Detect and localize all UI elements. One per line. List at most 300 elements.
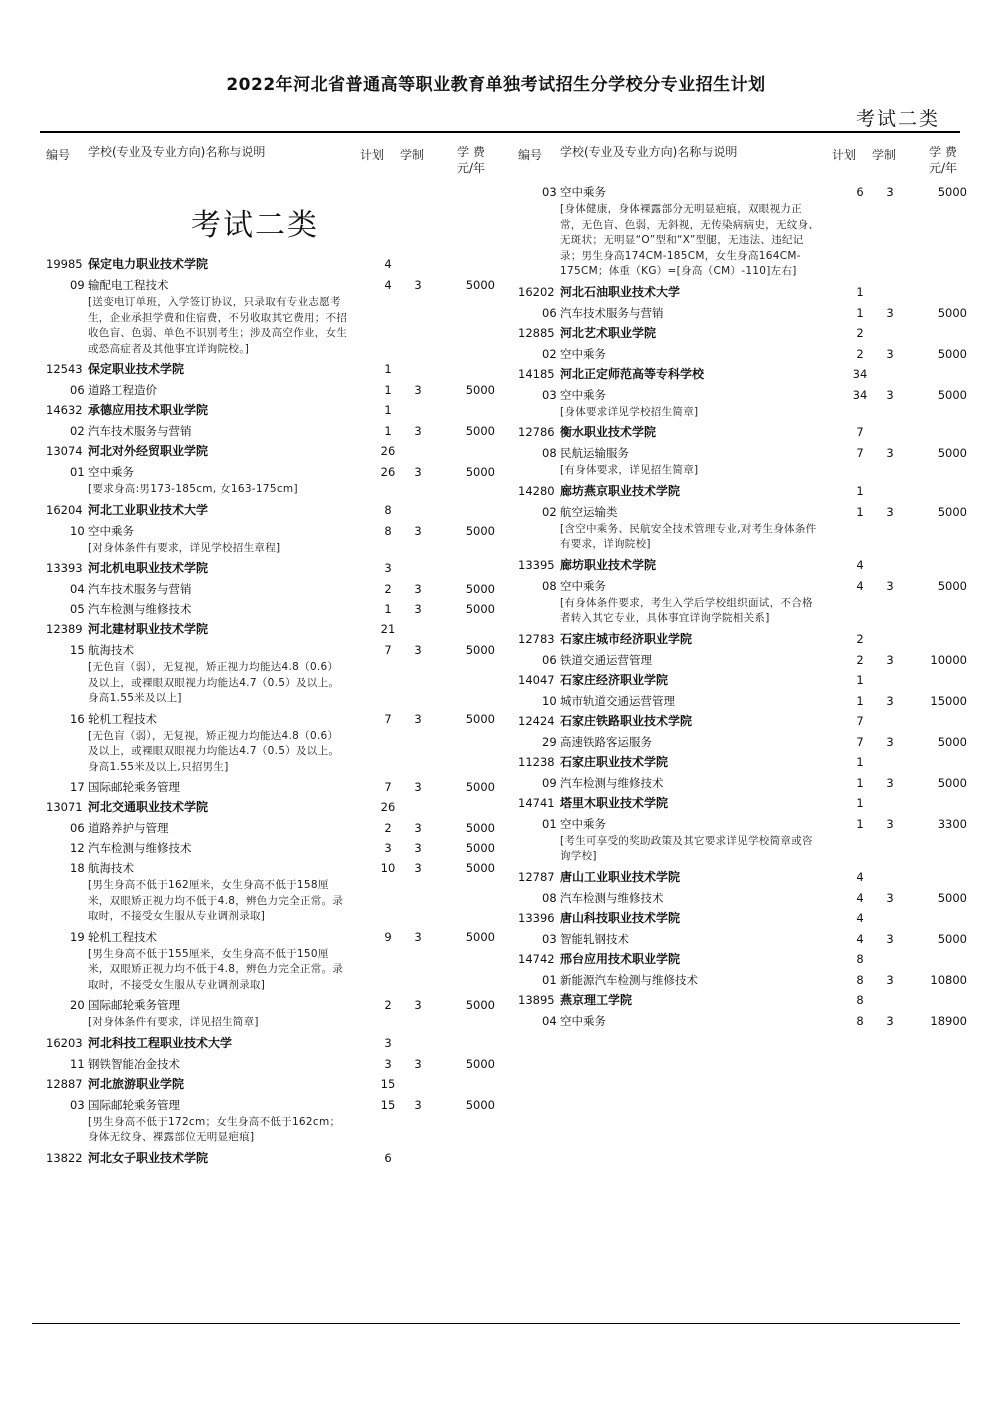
plan-count: 3 [384, 561, 392, 575]
major-code: 06 [542, 305, 557, 320]
study-years: 3 [414, 929, 422, 944]
major-name: 空中乘务 [560, 578, 606, 593]
tuition-fee: 5000 [465, 821, 495, 835]
major-name: 汽车技术服务与营销 [88, 582, 192, 596]
plan-count: 15 [380, 1097, 396, 1112]
school-name: 石家庄城市经济职业学院 [560, 631, 693, 646]
column-header [40, 142, 490, 182]
header-school: 学校(专业及专业方向)名称与说明 [560, 145, 738, 159]
major-name: 民航运输服务 [560, 446, 629, 460]
school-name: 河北机电职业技术学院 [88, 561, 209, 575]
plan-count: 1 [856, 305, 864, 320]
school-row [512, 949, 962, 970]
school-row [40, 359, 490, 380]
school-name: 塔里木职业技术学院 [560, 795, 669, 810]
plan-count: 1 [856, 483, 864, 498]
major-row [512, 576, 967, 629]
plan-count: 9 [384, 929, 392, 944]
major-code: 08 [542, 890, 557, 905]
major-row [512, 385, 967, 423]
school-code: 12786 [518, 425, 555, 439]
study-years: 3 [886, 305, 894, 320]
major-code: 04 [542, 1013, 557, 1028]
school-name: 廊坊职业技术学院 [560, 557, 657, 572]
tuition-fee: 5000 [465, 711, 495, 726]
study-years: 3 [886, 693, 894, 708]
major-code: 19 [70, 929, 85, 944]
study-years: 3 [886, 504, 894, 519]
plan-count: 1 [384, 383, 392, 397]
major-name: 道路工程造价 [88, 383, 157, 397]
school-code: 12787 [518, 869, 555, 884]
major-code: 12 [70, 841, 85, 855]
school-name: 承德应用技术职业学院 [88, 403, 209, 417]
school-row [40, 500, 490, 521]
major-name: 航海技术 [88, 861, 134, 875]
study-years: 3 [886, 816, 894, 831]
header-fee: 学 费元/年 [928, 145, 958, 175]
tuition-fee: 5000 [465, 383, 495, 397]
major-name: 国际邮轮乘务管理 [88, 1097, 180, 1112]
study-years: 3 [414, 424, 422, 438]
major-note: [有身体要求，详见招生简章] [560, 464, 699, 476]
school-code: 12885 [518, 325, 555, 340]
major-name: 汽车检测与维修技术 [88, 841, 192, 855]
study-years: 3 [886, 1013, 894, 1028]
major-name: 空中乘务 [560, 387, 606, 402]
study-years: 3 [886, 578, 894, 593]
major-code: 16 [70, 711, 85, 726]
school-row [512, 670, 962, 691]
major-code: 06 [70, 383, 85, 397]
plan-count: 7 [384, 643, 392, 657]
study-years: 3 [414, 602, 422, 616]
study-years: 3 [886, 972, 894, 987]
major-name: 空中乘务 [560, 816, 606, 831]
plan-count: 34 [852, 366, 868, 381]
school-row [512, 908, 962, 929]
plan-count: 15 [380, 1076, 396, 1091]
major-row [40, 818, 495, 838]
plan-count: 26 [380, 465, 396, 479]
study-years: 3 [886, 346, 894, 361]
school-name: 唐山科技职业技术学院 [560, 910, 681, 925]
major-row [40, 709, 495, 778]
plan-count: 7 [856, 734, 864, 749]
school-row [512, 793, 962, 814]
plan-count: 8 [384, 502, 392, 517]
plan-count: 4 [856, 890, 864, 905]
school-row [40, 1148, 490, 1169]
school-code: 11238 [518, 754, 555, 769]
tuition-fee: 5000 [937, 578, 967, 593]
major-name: 航海技术 [88, 643, 134, 657]
tuition-fee: 5000 [465, 643, 495, 657]
study-years: 3 [886, 652, 894, 667]
tuition-fee: 5000 [465, 582, 495, 596]
plan-count: 2 [856, 652, 864, 667]
plan-count: 4 [856, 578, 864, 593]
tuition-fee: 5000 [937, 446, 967, 460]
major-name: 汽车技术服务与营销 [560, 305, 664, 320]
tuition-fee: 5000 [937, 775, 967, 790]
plan-count: 2 [856, 631, 864, 646]
major-code: 04 [70, 582, 85, 596]
major-row [512, 182, 967, 282]
plan-count: 4 [384, 278, 392, 292]
header-plan: 计划 [360, 148, 385, 162]
school-code: 16202 [518, 284, 555, 299]
school-code: 14741 [518, 795, 555, 810]
major-note: [有身体条件要求，考生入学后学校组织面试，不合格者转入其它专业，具体事宜详询学院相关系] [560, 596, 813, 624]
school-row [40, 619, 490, 640]
school-row [40, 1074, 490, 1095]
school-code: 12887 [46, 1076, 83, 1091]
major-code: 09 [542, 775, 557, 790]
major-name: 汽车检测与维修技术 [560, 775, 664, 790]
major-row [512, 502, 967, 555]
major-note: [对身体条件有要求，详见招生简章] [88, 1016, 259, 1028]
study-years: 3 [414, 383, 422, 397]
plan-count: 7 [856, 713, 864, 728]
school-name: 保定电力职业技术学院 [88, 257, 209, 271]
major-name: 航空运输类 [560, 504, 618, 519]
study-years: 3 [414, 861, 422, 875]
major-row [40, 927, 495, 996]
major-code: 01 [542, 972, 557, 987]
major-row [512, 773, 967, 793]
plan-count: 1 [856, 284, 864, 299]
school-name: 石家庄铁路职业技术学院 [560, 713, 693, 728]
header-years: 学制 [872, 148, 897, 162]
major-row [40, 995, 495, 1033]
study-years: 3 [414, 278, 422, 292]
major-code: 03 [542, 185, 557, 199]
major-name: 城市轨道交通运营管理 [560, 693, 675, 708]
school-code: 13396 [518, 910, 555, 925]
plan-count: 8 [384, 523, 392, 538]
major-code: 02 [70, 424, 85, 438]
major-code: 06 [542, 652, 557, 667]
plan-count: 26 [380, 800, 396, 814]
major-code: 03 [70, 1097, 85, 1112]
major-code: 15 [70, 643, 85, 657]
plan-count: 8 [856, 992, 864, 1007]
tuition-fee: 5000 [465, 1056, 495, 1071]
school-row [40, 441, 490, 462]
major-row [40, 462, 495, 500]
major-name: 国际邮轮乘务管理 [88, 998, 180, 1012]
school-code: 12424 [518, 713, 555, 728]
school-code: 12543 [46, 362, 83, 376]
school-row [512, 481, 962, 502]
plan-count: 1 [856, 693, 864, 708]
plan-count: 1 [856, 504, 864, 519]
study-years: 3 [886, 890, 894, 905]
school-row [512, 629, 962, 650]
major-code: 01 [70, 465, 85, 479]
major-name: 空中乘务 [88, 465, 134, 479]
school-row [512, 555, 962, 576]
plan-count: 4 [384, 257, 392, 271]
school-code: 13071 [46, 800, 83, 814]
study-years: 3 [414, 523, 422, 538]
major-code: 10 [70, 523, 85, 538]
major-row [40, 579, 495, 599]
tuition-fee: 5000 [937, 504, 967, 519]
school-name: 石家庄职业技术学院 [560, 754, 669, 769]
plan-count: 7 [856, 425, 864, 439]
tuition-fee: 5000 [937, 387, 967, 402]
study-years: 3 [414, 465, 422, 479]
major-row [512, 443, 967, 481]
school-row [40, 254, 490, 275]
plan-count: 6 [856, 185, 864, 199]
major-row [40, 380, 495, 400]
school-row [40, 1033, 490, 1054]
school-code: 12389 [46, 622, 83, 636]
plan-count: 7 [384, 780, 392, 794]
header-fee: 学 费元/年 [456, 145, 486, 175]
column-header [512, 142, 962, 182]
major-name: 空中乘务 [88, 523, 134, 538]
major-note: [含空中乘务、民航安全技术管理专业,对考生身体条件有要求，详询院校] [560, 522, 817, 550]
plan-count: 4 [856, 910, 864, 925]
plan-count: 21 [380, 622, 396, 636]
plan-count: 1 [856, 775, 864, 790]
school-name: 河北对外经贸职业学院 [88, 444, 209, 458]
plan-count: 7 [856, 446, 864, 460]
school-name: 河北女子职业技术学院 [88, 1150, 209, 1165]
major-name: 汽车技术服务与营销 [88, 424, 192, 438]
major-row [512, 1011, 967, 1031]
plan-count: 2 [384, 582, 392, 596]
school-name: 河北石油职业技术大学 [560, 284, 681, 299]
major-row [512, 814, 967, 867]
major-row [40, 275, 495, 359]
major-row [512, 650, 967, 670]
major-name: 空中乘务 [560, 185, 606, 199]
right-column [512, 142, 967, 1031]
tuition-fee: 5000 [937, 346, 967, 361]
plan-count: 3 [384, 1035, 392, 1050]
school-row [512, 282, 962, 303]
major-row [512, 970, 967, 990]
study-years: 3 [886, 446, 894, 460]
study-years: 3 [414, 1056, 422, 1071]
major-name: 空中乘务 [560, 346, 606, 361]
major-code: 20 [70, 998, 85, 1012]
major-name: 轮机工程技术 [88, 929, 157, 944]
major-name: 钢铁智能冶金技术 [88, 1056, 180, 1071]
major-note: [考生可享受的奖助政策及其它要求详见学校简章或咨询学校] [560, 834, 813, 862]
major-row [512, 732, 967, 752]
major-row [40, 1054, 495, 1074]
plan-count: 1 [856, 672, 864, 687]
plan-count: 2 [384, 998, 392, 1012]
major-note: [无色盲（弱），无复视，矫正视力均能达4.8（0.6）及以上，或裸眼双眼视力均能达4.7（0.5）及以上。身高1.55米及以上] [88, 661, 340, 704]
plan-count: 34 [852, 387, 868, 402]
major-code: 03 [542, 931, 557, 946]
school-code: 14632 [46, 403, 83, 417]
plan-count: 3 [384, 1056, 392, 1071]
tuition-fee: 5000 [465, 929, 495, 944]
study-years: 3 [414, 841, 422, 855]
school-row [512, 323, 962, 344]
major-note: [无色盲（弱），无复视，矫正视力均能达4.8（0.6）及以上，或裸眼双眼视力均能达4.7（0.5）及以上。身高1.55米及以上,只招男生] [88, 729, 340, 773]
header-code: 编号 [518, 148, 543, 162]
plan-count: 26 [380, 444, 396, 458]
tuition-fee: 10000 [930, 652, 967, 667]
school-row [512, 990, 962, 1011]
plan-count: 1 [384, 403, 392, 417]
study-years: 3 [414, 711, 422, 726]
tuition-fee: 15000 [930, 693, 967, 708]
major-code: 05 [70, 602, 85, 616]
major-row [40, 599, 495, 619]
major-name: 汽车检测与维修技术 [88, 602, 192, 616]
school-name: 河北科技工程职业技术大学 [88, 1035, 233, 1050]
top-rule [40, 131, 960, 133]
study-years: 3 [886, 931, 894, 946]
major-code: 02 [542, 504, 557, 519]
tuition-fee: 5000 [465, 602, 495, 616]
study-years: 3 [414, 1097, 422, 1112]
school-name: 衡水职业技术学院 [560, 425, 657, 439]
tuition-fee: 18900 [930, 1013, 967, 1028]
school-code: 14280 [518, 483, 555, 498]
major-name: 新能源汽车检测与维修技术 [560, 972, 698, 987]
major-code: 11 [70, 1056, 85, 1071]
school-name: 唐山工业职业技术学院 [560, 869, 681, 884]
school-code: 14047 [518, 672, 555, 687]
category-label: 考试二类 [855, 108, 940, 130]
school-name: 河北工业职业技术大学 [88, 502, 209, 517]
school-name: 保定职业技术学院 [88, 362, 185, 376]
school-name: 河北建材职业技术学院 [88, 622, 209, 636]
right-rows [512, 182, 967, 1031]
plan-count: 4 [856, 931, 864, 946]
study-years: 3 [886, 734, 894, 749]
tuition-fee: 5000 [465, 861, 495, 875]
tuition-fee: 5000 [465, 780, 495, 794]
major-code: 17 [70, 780, 85, 794]
left-rows [40, 254, 495, 1169]
school-name: 邢台应用技术职业学院 [560, 951, 681, 966]
tuition-fee: 5000 [465, 1097, 495, 1112]
plan-count: 7 [384, 711, 392, 726]
major-code: 03 [542, 387, 557, 402]
plan-count: 1 [384, 602, 392, 616]
header-years: 学制 [400, 148, 425, 162]
plan-count: 4 [856, 557, 864, 572]
plan-count: 8 [856, 1013, 864, 1028]
major-row [512, 344, 967, 364]
header-plan: 计划 [832, 148, 857, 162]
school-code: 12783 [518, 631, 555, 646]
major-note: [身体健康，身体裸露部分无明显疤痕，双眼视力正常，无色盲、色弱，无斜视，无传染病病史，无纹身、无斑状；无明显“O”型和“X”型腿，无违法、违纪记录；男生身高174CM-185CM，女生身高164CM-175CM；体重（KG）=[身高（CM）-110]左右] [560, 203, 820, 277]
tuition-fee: 3300 [937, 816, 967, 831]
plan-count: 2 [856, 346, 864, 361]
major-code: 18 [70, 861, 85, 875]
tuition-fee: 5000 [937, 734, 967, 749]
major-name: 空中乘务 [560, 1013, 606, 1028]
major-name: 国际邮轮乘务管理 [88, 780, 180, 794]
major-name: 智能轧钢技术 [560, 931, 629, 946]
major-row [512, 888, 967, 908]
header-code: 编号 [46, 148, 71, 162]
tuition-fee: 5000 [937, 305, 967, 320]
major-name: 高速铁路客运服务 [560, 734, 652, 749]
school-code: 16204 [46, 502, 83, 517]
major-row [40, 777, 495, 797]
school-row [512, 422, 962, 443]
tuition-fee: 5000 [937, 931, 967, 946]
major-row [40, 858, 495, 927]
tuition-fee: 10800 [930, 972, 967, 987]
plan-count: 10 [380, 861, 396, 875]
major-name: 铁道交通运营管理 [560, 652, 652, 667]
school-row [512, 867, 962, 888]
plan-count: 8 [856, 972, 864, 987]
school-code: 19985 [46, 257, 83, 271]
study-years: 3 [886, 775, 894, 790]
major-code: 02 [542, 346, 557, 361]
study-years: 3 [414, 643, 422, 657]
school-row [40, 400, 490, 421]
major-name: 输配电工程技术 [88, 278, 169, 292]
tuition-fee: 5000 [465, 841, 495, 855]
study-years: 3 [414, 582, 422, 596]
tuition-fee: 5000 [937, 185, 967, 199]
major-row [40, 521, 495, 559]
school-name: 河北艺术职业学院 [560, 325, 657, 340]
major-code: 29 [542, 734, 557, 749]
major-row [512, 929, 967, 949]
page-title: 2022年河北省普通高等职业教育单独考试招生分学校分专业招生计划 [226, 75, 766, 95]
major-row [40, 1095, 495, 1148]
major-note: [男生身高不低于155厘米，女生身高不低于150厘米，双眼矫正视力均不低于4.8，辨色力完全正常。录取时，不接受女生服从专业调剂录取] [88, 947, 344, 991]
school-name: 河北旅游职业学院 [88, 1076, 185, 1091]
tuition-fee: 5000 [465, 424, 495, 438]
tuition-fee: 5000 [937, 890, 967, 905]
major-row [512, 303, 967, 323]
plan-count: 2 [856, 325, 864, 340]
major-code: 08 [542, 446, 557, 460]
school-code: 13822 [46, 1150, 83, 1165]
major-code: 06 [70, 821, 85, 835]
study-years: 3 [414, 821, 422, 835]
major-code: 01 [542, 816, 557, 831]
tuition-fee: 5000 [465, 278, 495, 292]
school-code: 13393 [46, 561, 83, 575]
school-row [40, 797, 490, 818]
major-name: 轮机工程技术 [88, 711, 157, 726]
plan-count: 1 [856, 795, 864, 810]
school-name: 石家庄经济职业学院 [560, 672, 669, 687]
major-note: [送变电订单班，入学签订协议，只录取有专业志愿考生，企业承担学费和住宿费，不另收取其它费用；不招收色盲、色弱、单色不识别考生；涉及高空作业，女生或恐高症者及其他事宜详询院校。] [88, 296, 348, 355]
school-row [40, 558, 490, 579]
left-column [40, 142, 495, 1169]
major-note: [要求身高:男173-185cm, 女163-175cm] [88, 483, 298, 495]
section-label: 考试二类 [191, 208, 319, 243]
school-code: 16203 [46, 1035, 83, 1050]
major-code: 09 [70, 278, 85, 292]
school-row [512, 711, 962, 732]
tuition-fee: 5000 [465, 998, 495, 1012]
study-years: 3 [414, 998, 422, 1012]
major-note: [男生身高不低于172cm；女生身高不低于162cm；身体无纹身、裸露部位无明显疤痕] [88, 1115, 341, 1143]
